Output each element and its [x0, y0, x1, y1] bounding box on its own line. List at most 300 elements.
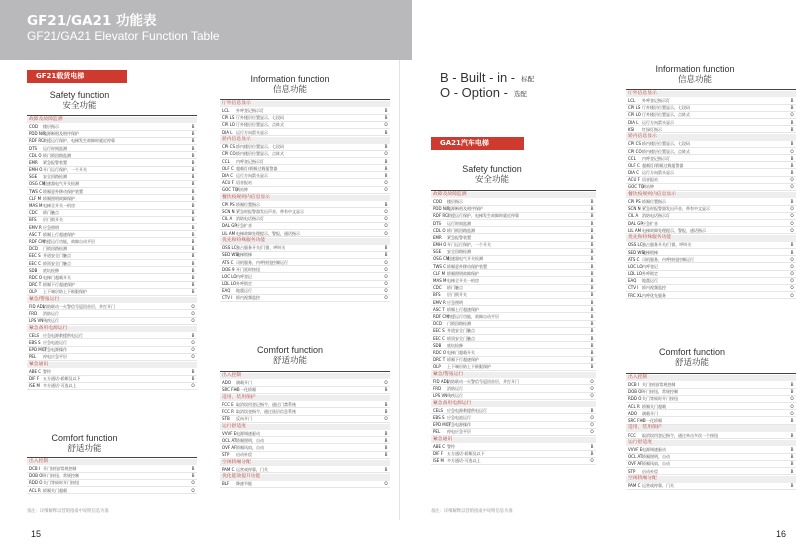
function-description: 电梯故障处理提示，警报，通话指示 — [642, 227, 706, 233]
function-description: 司机服务，内呼按钮控制运行 — [236, 259, 288, 265]
function-code: ABE C — [29, 368, 42, 374]
function-code: CIL A — [628, 213, 639, 219]
availability-mark: B — [384, 387, 388, 393]
availability-mark: B — [191, 376, 195, 382]
availability-mark: B — [590, 364, 594, 370]
heading-cn: 信息功能 — [272, 85, 307, 95]
function-description: 紧急时报警器发出声音，带有中文显示 — [642, 206, 710, 212]
function-description: 地震运行 — [642, 278, 658, 284]
function-code: STP — [628, 468, 636, 474]
function-description: 消防电话指示灯 — [642, 213, 670, 219]
table-end — [220, 488, 390, 493]
availability-mark: B — [790, 249, 794, 255]
function-code: CPI LS — [222, 115, 235, 121]
function-description: 电梯门超载开关 — [447, 349, 475, 355]
function-description: 外呼锁定 — [642, 271, 658, 277]
function-description: 关门等候时开门按钮 — [642, 396, 678, 402]
category-header: 轿内信息显示 — [626, 134, 796, 141]
function-code: FCC R — [222, 408, 234, 414]
function-description: 单一化轿厢 — [642, 417, 662, 423]
availability-mark: B — [191, 167, 195, 173]
function-description: 轿内楼层位置显示，点阵式 — [236, 151, 284, 157]
table-row — [431, 393, 596, 400]
availability-mark: O — [384, 223, 388, 229]
table-row — [220, 416, 390, 423]
category-header: 轿内信息显示 — [220, 137, 390, 144]
function-description: 司机服务，内呼按钮控制运行 — [642, 256, 694, 262]
availability-mark: B — [191, 174, 195, 180]
function-description: 轿厢下行超速保护 — [447, 357, 479, 363]
function-description: 语音报站 — [642, 177, 658, 183]
category-header: 紧急/警报运行 — [431, 372, 596, 379]
availability-mark: B — [590, 227, 594, 233]
function-description: 门锁回路检测 — [447, 321, 471, 327]
function-description: 开门按钮，常规控制 — [642, 389, 678, 395]
availability-mark: B — [590, 292, 594, 298]
availability-mark: B — [590, 234, 594, 240]
function-description: 内呼登记指示灯 — [642, 155, 670, 161]
function-description: 内呼登记指示灯 — [236, 158, 264, 164]
function-description: 轿顶安全门触点 — [43, 260, 71, 266]
availability-mark: B — [790, 242, 794, 248]
function-code: CPI LO — [222, 122, 235, 128]
function-code: RDF RC — [29, 138, 44, 144]
availability-mark: O — [384, 295, 388, 301]
availability-mark: O — [384, 209, 388, 215]
function-code: CTV I — [222, 295, 233, 301]
availability-mark: O — [384, 273, 388, 279]
table-row — [220, 452, 390, 459]
table-row — [626, 184, 796, 191]
function-code: ACL R — [29, 487, 41, 493]
table-row — [626, 417, 796, 424]
availability-mark: B — [191, 217, 195, 223]
table-row — [27, 383, 197, 390]
function-code: EMH O — [29, 167, 43, 173]
function-description: 五方通话-轿厢及以下 — [43, 376, 81, 382]
function-description: 应急扩音 — [642, 220, 658, 226]
function-code: OCL AT — [222, 437, 237, 443]
function-description: 外呼登记指示灯 — [236, 107, 264, 113]
availability-mark: B — [384, 201, 388, 207]
function-code: PEL — [433, 429, 441, 435]
function-code: CCL — [222, 158, 230, 164]
availability-mark: B — [384, 445, 388, 451]
right-comfort-heading — [632, 347, 752, 369]
heading-en: Safety function — [49, 90, 110, 100]
function-description: 取消误用登记指令，通过单击多次一个按钮 — [642, 432, 718, 438]
availability-mark: B — [384, 430, 388, 436]
function-description: 轿内楼层位置显示，点阵式 — [642, 148, 690, 154]
availability-mark: B — [590, 306, 594, 312]
availability-mark: O — [790, 403, 794, 409]
function-description: 轿内楼层位置显示，七段码 — [642, 141, 690, 147]
availability-mark: B — [790, 105, 794, 111]
function-code: DRC T — [29, 282, 42, 288]
availability-mark: B — [191, 260, 195, 266]
availability-mark: B — [191, 145, 195, 151]
left-comfort2-table — [220, 371, 390, 493]
heading-en: Safety function — [462, 164, 522, 174]
table-row — [220, 481, 390, 488]
availability-mark: O — [384, 122, 388, 128]
function-description: 轿厢照明故障保护 — [447, 270, 479, 276]
function-description: 独占服务开关/门锁，呼叫关 — [642, 242, 692, 248]
function-code: DOE 9 — [222, 266, 235, 272]
function-code: OLF C — [628, 162, 640, 168]
left-info-table — [220, 99, 390, 307]
function-description: 电源断相及相序保护 — [447, 206, 483, 212]
table-row — [626, 468, 796, 475]
function-code: FID ADL — [433, 378, 449, 384]
function-code: DOB OI — [628, 389, 643, 395]
function-description: 电梯全开关一机房 — [43, 203, 75, 209]
function-description: 底坑检修 — [43, 267, 59, 273]
availability-mark: B — [384, 452, 388, 458]
table-row — [626, 432, 796, 439]
function-description: 运行时间监测 — [447, 220, 471, 226]
category-header: 紧急通讯 — [27, 362, 197, 369]
availability-mark: B — [790, 417, 794, 423]
function-code: LPS VN — [433, 393, 448, 399]
function-description: 单一化轿厢 — [236, 387, 256, 393]
function-description: 应急电源救援供电运行 — [447, 407, 487, 413]
function-code: ISE M — [433, 458, 444, 464]
function-description: 应急照明 — [447, 299, 463, 305]
availability-mark: B — [384, 129, 388, 135]
availability-mark: B — [790, 97, 794, 103]
function-description: 应急照明 — [43, 224, 59, 230]
function-code: COD — [29, 123, 39, 129]
function-description: 电源断相及相序保护 — [43, 131, 79, 137]
function-code: SGE — [433, 249, 442, 255]
function-description: 轿内楼层位置显示，七段码 — [236, 144, 284, 150]
function-description: 电梯锁梯 — [236, 252, 252, 258]
function-description: 轿厢上行超速保护 — [447, 306, 479, 312]
function-code: CPI LS — [628, 105, 641, 111]
category-header: 空闲轿厢分配 — [220, 460, 390, 467]
table-end — [626, 299, 796, 304]
function-code: EBS S — [433, 415, 445, 421]
function-description: 轿门锁回路监测 — [447, 227, 475, 233]
table-row — [220, 387, 390, 394]
function-description: 应急扩音 — [236, 223, 252, 229]
table-row — [27, 289, 197, 296]
availability-mark: B — [790, 141, 794, 147]
availability-mark: O — [384, 281, 388, 287]
function-code: ACL R — [628, 403, 640, 409]
function-description: 降速节能 — [236, 481, 252, 487]
availability-mark: B — [191, 224, 195, 230]
function-code: RDC O — [29, 274, 43, 280]
function-code: OSG CM — [29, 181, 46, 187]
availability-mark: O — [384, 416, 388, 422]
availability-mark: O — [191, 318, 195, 324]
function-description: 轿厢风扇，自动 — [642, 461, 670, 467]
function-description: 满载开门 — [642, 410, 658, 416]
function-description: 超载灯/轿厢过载报警器 — [236, 165, 278, 171]
table-row — [27, 318, 197, 325]
function-code: CLF M — [433, 270, 446, 276]
function-description: 轿内视频监控 — [642, 285, 666, 291]
availability-mark: B — [790, 119, 794, 125]
heading-cn: 信息功能 — [677, 75, 712, 85]
header-banner — [0, 0, 412, 60]
category-header: 出入控制 — [626, 375, 796, 382]
availability-mark: B — [191, 246, 195, 252]
category-header: 优先和特殊服务功能 — [626, 235, 796, 242]
function-description: 取消误用登记指令，通过门禁系统 — [236, 401, 296, 407]
function-code: TWS C — [433, 263, 447, 269]
availability-mark: B — [191, 123, 195, 129]
availability-mark: O — [384, 288, 388, 294]
function-description: 独占服务开关/门锁，呼叫关 — [236, 245, 286, 251]
function-description: 轿厢位置指示 — [642, 199, 666, 205]
table-end — [431, 465, 596, 470]
availability-mark: B — [590, 328, 594, 334]
table-row — [626, 227, 796, 234]
function-code: DCD — [433, 321, 442, 327]
function-code: PAM C — [628, 483, 641, 489]
function-description: 运行方向箭头显示 — [642, 119, 674, 125]
function-code: LDL LO — [628, 271, 643, 277]
availability-mark: B — [191, 368, 195, 374]
function-code: ACU F — [628, 177, 640, 183]
function-description: 开门运行保护，一个开关 — [447, 242, 491, 248]
function-description: 消防联动一火警信号返回首层，并打开门 — [447, 378, 519, 384]
table-row — [220, 187, 390, 194]
heading-cn: 舒适功能 — [67, 444, 102, 454]
heading-en: Comfort function — [256, 345, 324, 355]
availability-mark: O — [191, 347, 195, 353]
function-description: 停电应急平层 — [43, 354, 67, 360]
function-description: 开门延时按钮 — [236, 266, 260, 272]
function-description: 厅外楼层位置显示，七段码 — [236, 115, 284, 121]
function-code: LIL AM — [222, 230, 236, 236]
function-code: EAQ — [628, 278, 637, 284]
table-row — [626, 126, 796, 133]
availability-mark: B — [790, 155, 794, 161]
category-header: 出入控制 — [220, 373, 390, 380]
function-code: OLP — [433, 364, 441, 370]
function-code: EBS S — [29, 340, 41, 346]
function-description: 轿厢位置指示 — [236, 201, 260, 207]
function-code: MAS M — [433, 278, 447, 284]
function-description: 红绿灯指示 — [642, 126, 662, 132]
function-code: ADO — [628, 410, 637, 416]
function-description: 救援运行功能，故障自动平层 — [43, 238, 95, 244]
availability-mark: B — [590, 342, 594, 348]
function-description: 上下端层防上下极限保护 — [447, 364, 491, 370]
table-row — [220, 295, 390, 302]
availability-mark: B — [590, 349, 594, 355]
function-description: 多方通话-可选以上 — [447, 458, 481, 464]
availability-mark: B — [790, 389, 794, 395]
function-description: 底坑检修 — [447, 342, 463, 348]
table-row — [27, 354, 197, 361]
function-code: CDL O — [433, 227, 446, 233]
function-code: BLF — [222, 481, 230, 487]
function-description: 运营或停靠，门关 — [642, 483, 674, 489]
availability-mark: O — [384, 481, 388, 487]
function-code: DIA L — [628, 119, 639, 125]
right-page-number: 16 — [776, 529, 787, 539]
function-description: 电梯全开关一机房 — [447, 278, 479, 284]
availability-mark: O — [384, 151, 388, 157]
function-code: OSS LC — [628, 242, 643, 248]
function-code: EMV R — [29, 224, 42, 230]
availability-mark: O — [790, 396, 794, 402]
availability-mark: B — [191, 188, 195, 194]
function-description: 上下端层防上下极限保护 — [43, 289, 87, 295]
table-row — [220, 129, 390, 136]
availability-mark: B — [384, 245, 388, 251]
function-code: PDD N/R — [433, 206, 450, 212]
function-description: 层门锁开关 — [447, 292, 467, 298]
function-description: 外呼锁定 — [236, 281, 252, 287]
availability-mark: O — [790, 148, 794, 154]
availability-mark: B — [590, 270, 594, 276]
availability-mark: B — [384, 172, 388, 178]
availability-mark: B — [191, 138, 195, 144]
function-description: 轿厢关门超载 — [43, 487, 67, 493]
function-code: RDD O — [29, 480, 43, 486]
availability-mark: B — [590, 278, 594, 284]
table-row — [626, 292, 796, 299]
function-code: LPS VN — [29, 318, 44, 324]
function-code: SED WSI — [222, 252, 240, 258]
table-row — [431, 429, 596, 436]
function-description: 内呼登记 — [236, 273, 252, 279]
availability-mark: O — [384, 187, 388, 193]
function-code: OLP — [29, 289, 37, 295]
function-code: OSG CM — [433, 256, 450, 262]
function-description: 轿厢意外移动保护装置 — [43, 188, 83, 194]
function-description: 轿门触点 — [447, 285, 463, 291]
availability-mark: B — [191, 473, 195, 479]
availability-mark: B — [384, 437, 388, 443]
availability-mark: O — [590, 429, 594, 435]
table-row — [431, 364, 596, 371]
function-description: 警铃 — [447, 443, 455, 449]
function-description: 电梯故障处理提示，警报，通话指示 — [236, 230, 300, 236]
left-comfort-table — [27, 457, 197, 499]
category-header: 餐饮疫规则内信息显示 — [220, 195, 390, 202]
function-description: 消防电话指示灯 — [236, 216, 264, 222]
function-description: 轿厢风扇，自动 — [236, 445, 264, 451]
availability-mark: B — [384, 165, 388, 171]
table-row — [626, 483, 796, 490]
function-description: 消防运行 — [43, 311, 59, 317]
function-code: GOC TO — [222, 187, 238, 193]
function-code: DIA L — [222, 129, 233, 135]
availability-mark: B — [191, 267, 195, 273]
function-description: 警铃 — [43, 368, 51, 374]
heading-cn: 安全功能 — [62, 101, 97, 111]
function-description: 救援运行功能，故障自动平层 — [447, 313, 499, 319]
availability-mark: O — [590, 422, 594, 428]
availability-mark: B — [590, 220, 594, 226]
availability-mark: B — [590, 357, 594, 363]
availability-mark: O — [590, 386, 594, 392]
function-code: BFS — [433, 292, 441, 298]
function-code: DTS — [433, 220, 442, 226]
availability-mark: B — [191, 152, 195, 158]
availability-mark: B — [191, 282, 195, 288]
availability-mark: B — [191, 181, 195, 187]
function-description: 满载开门 — [236, 379, 252, 385]
function-code: BFS — [29, 217, 37, 223]
function-code: DCD — [29, 246, 38, 252]
left-page-number: 15 — [31, 529, 42, 539]
category-header: 厅外信息显示 — [220, 101, 390, 108]
function-code: EEC C — [29, 260, 41, 266]
function-description: 救援运行保护，电梯发生故障时就近停靠 — [447, 213, 519, 219]
table-end — [27, 494, 197, 499]
left-footnote: 备注：详细解释以营销指南中说明信息为准 — [27, 509, 109, 514]
function-description: 层门锁开关 — [43, 217, 63, 223]
function-description: 应急电池运行 — [43, 340, 67, 346]
ga21-tab: GA21汽车电梯 — [431, 137, 524, 150]
function-description: 井道安全门触点 — [447, 328, 475, 334]
function-code: EPD MCT — [29, 347, 47, 353]
heading-cn: 安全功能 — [474, 175, 509, 185]
availability-mark: O — [384, 379, 388, 385]
availability-mark: O — [384, 216, 388, 222]
table-end — [220, 302, 390, 307]
function-code: CIL A — [222, 216, 233, 222]
function-code: CDC — [433, 285, 442, 291]
function-description: 消防联动一火警信号返回首层，并打开门 — [43, 303, 115, 309]
function-description: 关门等候时开门按钮 — [43, 480, 79, 486]
function-code: DIA C — [628, 170, 640, 176]
function-description: 楼层指示 — [43, 123, 59, 129]
function-description: 轿厢照明，自动 — [236, 437, 264, 443]
function-description: 关门按钮/常规控制 — [642, 381, 676, 387]
availability-mark: B — [590, 443, 594, 449]
function-code: CPI LO — [628, 112, 641, 118]
availability-mark: B — [590, 285, 594, 291]
function-code: CPI CS — [222, 144, 235, 150]
function-description: 电源调速驱动 — [236, 430, 260, 436]
function-code: ISE M — [29, 383, 40, 389]
heading-en: Comfort function — [51, 433, 118, 443]
function-description: 运行方向箭头显示 — [642, 170, 674, 176]
function-code: LIL AM — [628, 227, 642, 233]
function-code: LCL — [628, 97, 636, 103]
function-code: OLF C — [222, 165, 234, 171]
function-code: COD — [433, 198, 443, 204]
function-description: 到站钟 — [236, 187, 248, 193]
function-code: RDF CM — [29, 238, 45, 244]
function-description: 反向开门 — [236, 416, 252, 422]
page-divider — [399, 60, 400, 520]
heading-en: Information function — [250, 74, 330, 84]
function-code: EEC C — [433, 335, 445, 341]
availability-mark: O — [790, 177, 794, 183]
function-code: VVVF E — [628, 447, 643, 453]
availability-mark: B — [790, 162, 794, 168]
availability-mark: B — [790, 454, 794, 460]
availability-mark: B — [191, 131, 195, 137]
availability-mark: B — [384, 401, 388, 407]
legend-option: O - Option - 选配 — [440, 85, 527, 100]
function-description: 超载灯/轿厢过载报警器 — [642, 162, 684, 168]
function-description: 内呼登记 — [642, 263, 658, 269]
availability-mark: B — [191, 253, 195, 259]
availability-mark: O — [191, 487, 195, 493]
function-description: 紧急报警装置 — [43, 159, 67, 165]
